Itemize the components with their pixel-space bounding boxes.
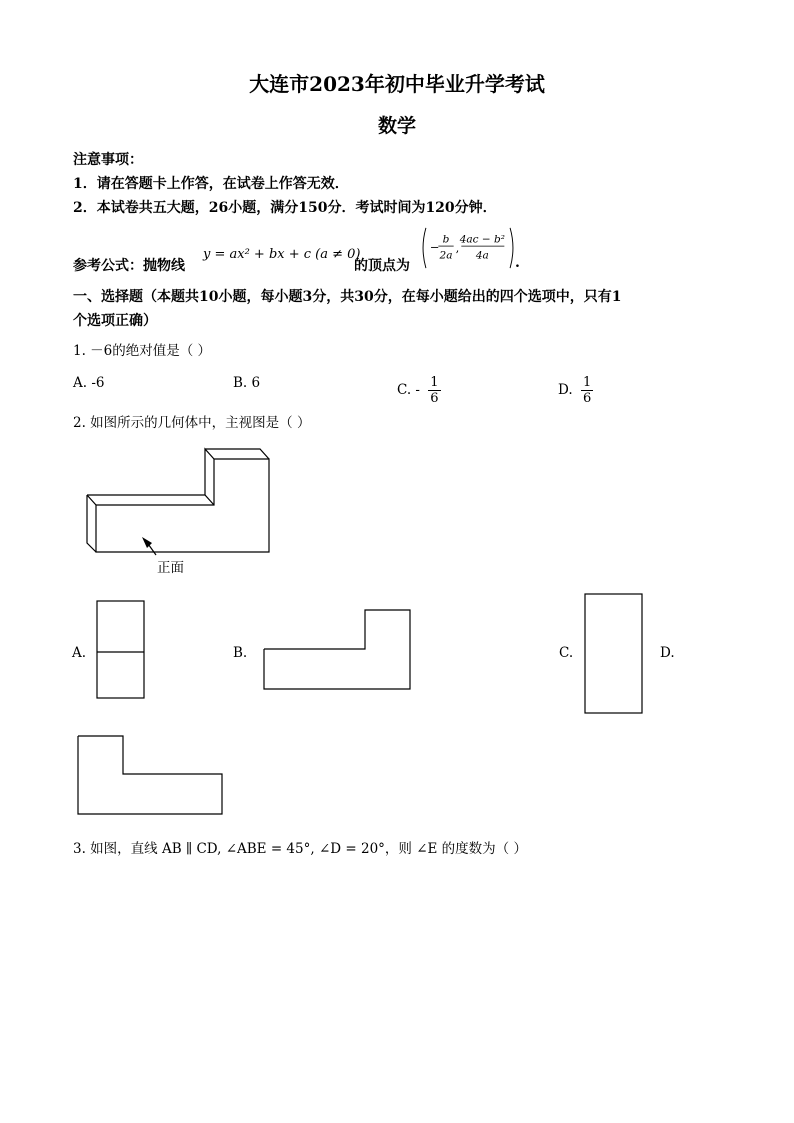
- exam-subject: 数学: [377, 115, 416, 137]
- notice-item-1: 1．请在答题卡上作答，在试卷上作答无效．: [73, 176, 349, 192]
- q1-option-d-prefix: D.: [558, 382, 573, 398]
- formula-label: 参考公式：抛物线: [73, 258, 185, 274]
- formula-end: .: [515, 255, 520, 271]
- q2-option-c-figure: [584, 593, 644, 715]
- svg-text:−: −: [429, 239, 440, 254]
- q1-option-c-fraction: [428, 375, 440, 406]
- question-2-stem: 2. 如图所示的几何体中，主视图是（ ）: [73, 415, 311, 431]
- vertex-x-denominator: 2a: [439, 249, 453, 262]
- notice-heading: 注意事项：: [73, 152, 143, 168]
- solid-figure: [84, 445, 284, 575]
- q1-d-numerator: 1: [582, 375, 592, 390]
- section-heading-line2: 个选项正确）: [73, 313, 157, 329]
- section-heading-line1: 一、选择题（本题共10小题，每小题3分，共30分，在每小题给出的四个选项中，只有1: [73, 289, 622, 305]
- vertex-x-numerator: b: [442, 233, 450, 246]
- vertex-y-denominator: 4a: [475, 249, 489, 262]
- question-1-stem: 1. －6的绝对值是（ ）: [73, 343, 212, 359]
- q1-c-numerator: 1: [430, 375, 439, 390]
- formula-expression: y = ax² + bx + c (a ≠ 0): [203, 247, 361, 262]
- vertex-formula: [418, 226, 518, 270]
- q2-option-b-figure: [263, 609, 413, 691]
- q1-c-denominator: 6: [430, 391, 439, 406]
- q1-option-d-fraction: [581, 375, 593, 406]
- svg-text:,: ,: [455, 240, 460, 255]
- q2-option-d-figure: [77, 735, 225, 817]
- q2-option-a-figure: [96, 600, 146, 700]
- notice-item-2: 2．本试卷共五大题，26小题，满分150分．考试时间为120分钟．: [73, 200, 497, 216]
- q2-option-d-label: D.: [660, 645, 675, 661]
- q2-option-a-label: A.: [72, 645, 87, 661]
- q1-option-d: [558, 375, 593, 406]
- formula-middle-text: 的顶点为: [354, 258, 410, 274]
- q1-option-c: [397, 375, 441, 406]
- q1-d-denominator: 6: [582, 391, 592, 406]
- q2-option-c-label: C.: [559, 645, 574, 661]
- front-label: 正面: [157, 560, 184, 576]
- q1-option-c-prefix: C. -: [397, 382, 420, 398]
- vertex-y-numerator: 4ac − b²: [459, 233, 505, 246]
- q2-option-b-label: B.: [233, 645, 248, 661]
- exam-title: 大连市2023年初中毕业升学考试: [249, 72, 545, 96]
- question-3-stem: 3. 如图，直线 AB ∥ CD, ∠ABE = 45°, ∠D = 20°，则 ∠E 的度数为（ ）: [73, 841, 527, 857]
- q1-option-a: A. -6: [73, 375, 105, 391]
- q1-option-b: B. 6: [233, 375, 261, 391]
